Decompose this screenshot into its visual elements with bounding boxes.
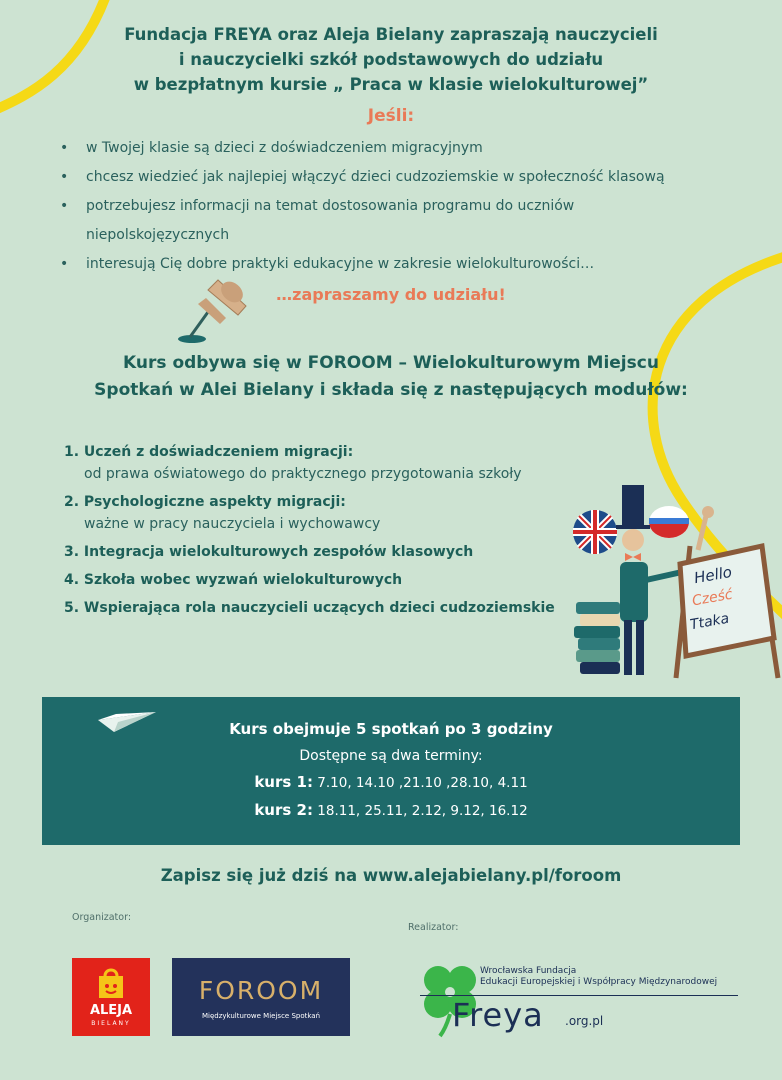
freya-subtitle (480, 966, 717, 988)
aleja-sub: BIELANY (91, 1020, 131, 1027)
module-subtitle: od prawa oświatowego do praktycznego przygotowania szkoły (84, 466, 522, 482)
aleja-bielany-logo (72, 958, 150, 1036)
pushpin-icon (168, 270, 258, 350)
module-title: 3. Integracja wielokulturowych zespołów klasowych (64, 544, 474, 560)
module-item (64, 541, 594, 563)
course-heading (40, 350, 742, 404)
list-item: • chcesz wiedzieć jak najlepiej włączyć dzieci cudzoziemskie w społeczność klasową (60, 163, 740, 192)
board-word-czesc: Cześć (690, 586, 734, 610)
freya-subtitle-line: Edukacji Europejskiej i Współpracy Międzynarodowej (480, 977, 718, 987)
module-title: 4. Szkoła wobec wyzwań wielokulturowych (64, 572, 403, 588)
module-item (64, 441, 594, 485)
intro-line: w bezpłatnym kursie „ Praca w klasie wielokulturowej” (133, 75, 649, 94)
foroom-sub: Międzykulturowe Miejsce Spotkań (201, 1012, 321, 1020)
if-heading: Jeśli: (367, 106, 415, 126)
module-subtitle: ważne w pracy nauczyciela i wychowawcy (84, 516, 381, 532)
course-heading-line: Kurs odbywa się w FOROOM – Wielokulturowym Miejscu (123, 353, 659, 373)
organizer-label: Organizator: (72, 912, 132, 923)
modules-list (64, 441, 594, 625)
signup-text: Zapisz się już dziś na www.alejabielany.pl/foroom (160, 866, 622, 885)
ru-flag-icon (649, 506, 689, 538)
module-title: 5. Wspierająca rola nauczycieli uczących dzieci cudzoziemskie (64, 600, 555, 616)
realizer-label: Realizator: (408, 922, 459, 933)
paper-plane-icon (96, 698, 160, 742)
shopping-bag-icon (96, 966, 126, 1000)
course-dates: 18.11, 25.11, 2.12, 9.12, 16.12 (317, 803, 528, 819)
uk-flag-icon (573, 510, 617, 554)
aleja-name: ALEJA (89, 1003, 133, 1018)
course-label: kurs 2: (254, 801, 313, 819)
invite-text: …zapraszamy do udziału! (276, 285, 506, 304)
course-dates: 7.10, 14.10 ,21.10 ,28.10, 4.11 (317, 775, 528, 791)
freya-name: Freya (452, 996, 544, 1034)
module-item (64, 491, 594, 535)
panel-line-1: Kurs obejmuje 5 spotkań po 3 godziny (229, 720, 553, 738)
foroom-name: FOROOM (198, 976, 324, 1005)
list-item: • w Twojej klasie są dzieci z doświadczeniem migracyjnym (60, 134, 740, 163)
freya-subtitle-line: Wrocławska Fundacja (480, 966, 577, 976)
course-heading-line: Spotkań w Alei Bielany i składa się z następujących modułów: (94, 380, 688, 400)
list-item: • interesują Cię dobre praktyki edukacyjne w zakresie wielokulturowości… (60, 250, 740, 279)
course-row-2 (42, 797, 740, 825)
intro-heading (40, 22, 742, 97)
module-item (64, 569, 594, 591)
foroom-logo (172, 958, 350, 1036)
module-item (64, 597, 594, 619)
teacher-illustration (572, 480, 782, 685)
course-label: kurs 1: (254, 773, 313, 791)
course-row-1 (42, 769, 740, 797)
module-title: 1. Uczeń z doświadczeniem migracji: (64, 444, 354, 460)
board-word-hello: Hello (692, 562, 734, 588)
freya-suffix: .org.pl (565, 1014, 604, 1028)
list-item: • potrzebujesz informacji na temat dostosowania programu do uczniów niepolskojęzycznych (60, 192, 646, 250)
conditions-list (60, 134, 740, 279)
panel-line-2: Dostępne są dwa terminy: (299, 748, 483, 764)
board-word-ttaka: Ttaka (688, 610, 731, 634)
intro-line: Fundacja FREYA oraz Aleja Bielany zapraszają nauczycieli (124, 25, 658, 44)
intro-line: i nauczycielki szkół podstawowych do udziału (178, 50, 604, 69)
module-title: 2. Psychologiczne aspekty migracji: (64, 494, 346, 510)
